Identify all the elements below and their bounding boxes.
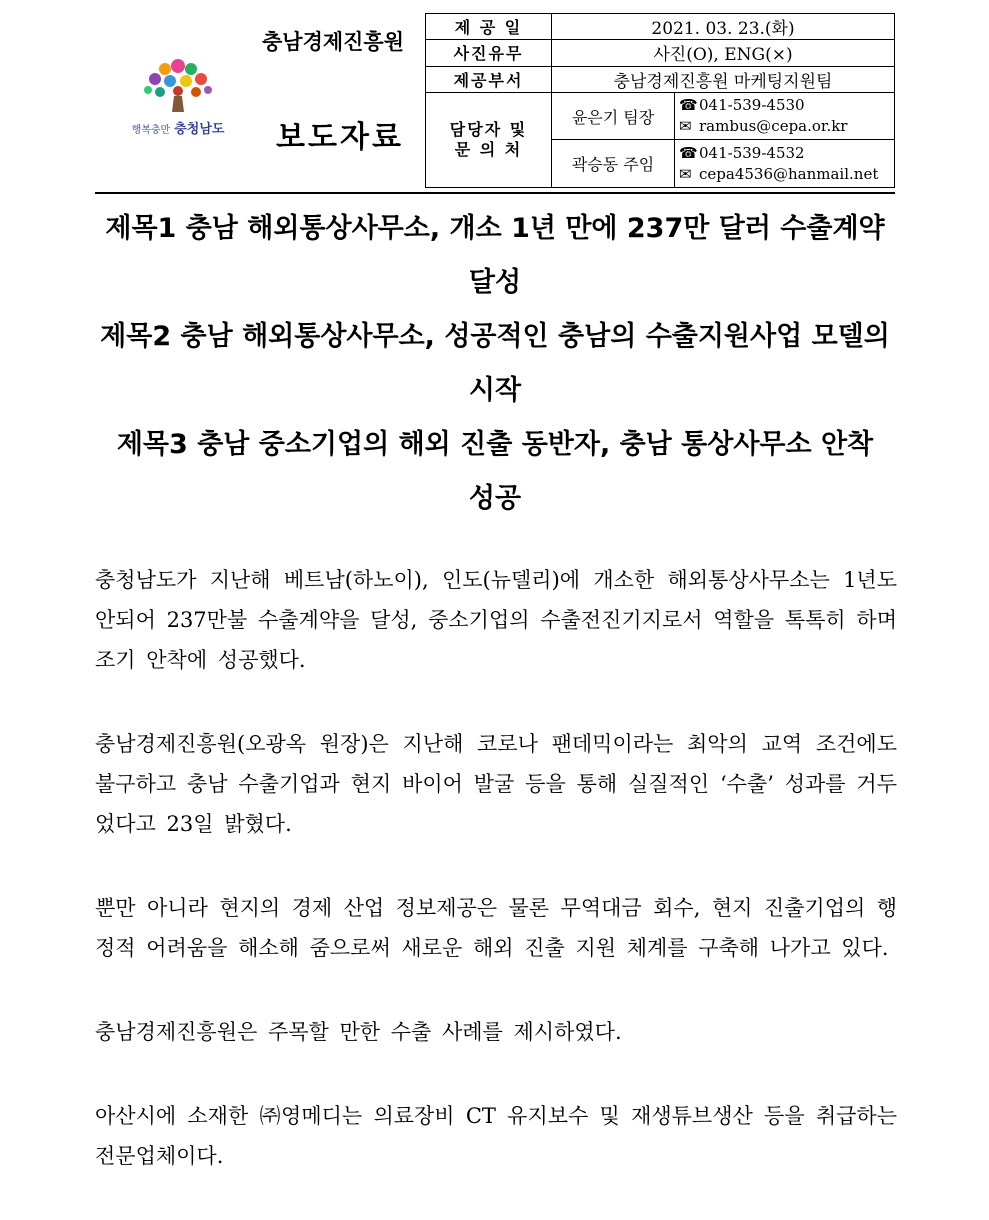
date-label: 제 공 일 — [426, 14, 552, 40]
dept-label: 제공부서 — [426, 66, 552, 92]
phone-icon: ☎ — [679, 96, 698, 115]
envelope-icon: ✉ — [679, 164, 692, 183]
headline-line: 달성 — [468, 267, 522, 298]
contact-phone: 041-539-4530 — [699, 96, 805, 115]
headline-line: 제목3 충남 중소기업의 해외 진출 동반자, 충남 통상사무소 안착 — [116, 429, 874, 460]
dept-value: 충남경제진흥원 마케팅지원팀 — [552, 66, 895, 92]
paragraph: 아산시에 소재한 ㈜영메디는 의료장비 CT 유지보수 및 재생튜브생산 등을 취급하는 전문업체이다. — [95, 1104, 897, 1168]
logo-wordmark — [108, 118, 248, 137]
contact-label-line1: 담당자 및 — [449, 119, 528, 139]
headline-line: 성공 — [468, 483, 522, 514]
doc-type-title: 보도자료 — [276, 120, 404, 155]
paragraph: 충남경제진흥원(오광옥 원장)은 지난해 코로나 팬데믹이라는 최악의 교역 조건에도 불구하고 충남 수출기업과 현지 바이어 발굴 등을 통해 실질적인 ‘수출’ 성과를 거두었다고 23일 밝혔다. — [95, 732, 897, 836]
contact-email: rambus@cepa.or.kr — [699, 117, 848, 136]
contact-label — [426, 92, 552, 187]
org-name: 충남경제진흥원 — [262, 29, 405, 54]
article-body — [95, 560, 897, 1220]
contact-row-1 — [426, 92, 895, 140]
headline-line: 제목1 충남 해외통상사무소, 개소 1년 만에 237만 달러 수출계약 — [105, 213, 885, 244]
contact-details — [675, 92, 895, 140]
tree-graphic — [144, 59, 212, 112]
contact-email: cepa4536@hanmail.net — [699, 164, 879, 183]
logo-slogan: 행복충만 — [131, 125, 171, 136]
phone-icon: ☎ — [679, 143, 698, 162]
paragraph: 충청남도가 지난해 베트남(하노이), 인도(뉴델리)에 개소한 해외통상사무소는 1년도 안되어 237만불 수출계약을 달성, 중소기업의 수출전진기지로서 역할을 톡톡히 하며 조기 안착에 성공했다. — [95, 568, 897, 672]
headline-block — [95, 202, 895, 526]
photo-label: 사진유무 — [426, 40, 552, 66]
envelope-icon: ✉ — [679, 117, 692, 136]
contact-details — [675, 140, 895, 188]
dept-row — [426, 66, 895, 92]
paragraph: 뿐만 아니라 현지의 경제 산업 정보제공은 물론 무역대금 회수, 현지 진출기업의 행정적 어려움을 해소해 줌으로써 새로운 해외 진출 지원 체계를 구축해 나가고 있다. — [95, 896, 897, 960]
photo-value: 사진(O), ENG(×) — [552, 40, 895, 66]
contact-label-line2: 문 의 처 — [454, 139, 523, 159]
contact-phone: 041-539-4532 — [699, 143, 805, 162]
headline-line: 시작 — [468, 375, 522, 406]
date-value: 2021. 03. 23.(화) — [552, 14, 895, 40]
paragraph: 충남경제진흥원은 주목할 만한 수출 사례를 제시하였다. — [95, 1020, 622, 1044]
header-divider — [95, 192, 895, 194]
logo-name: 충청남도 — [174, 122, 225, 137]
press-info-table — [425, 13, 895, 188]
headline-line: 제목2 충남 해외통상사무소, 성공적인 충남의 수출지원사업 모델의 — [100, 321, 890, 352]
contact-person: 곽승동 주임 — [552, 140, 675, 188]
contact-person: 윤은기 팀장 — [552, 92, 675, 140]
photo-row — [426, 40, 895, 66]
date-row — [426, 14, 895, 40]
